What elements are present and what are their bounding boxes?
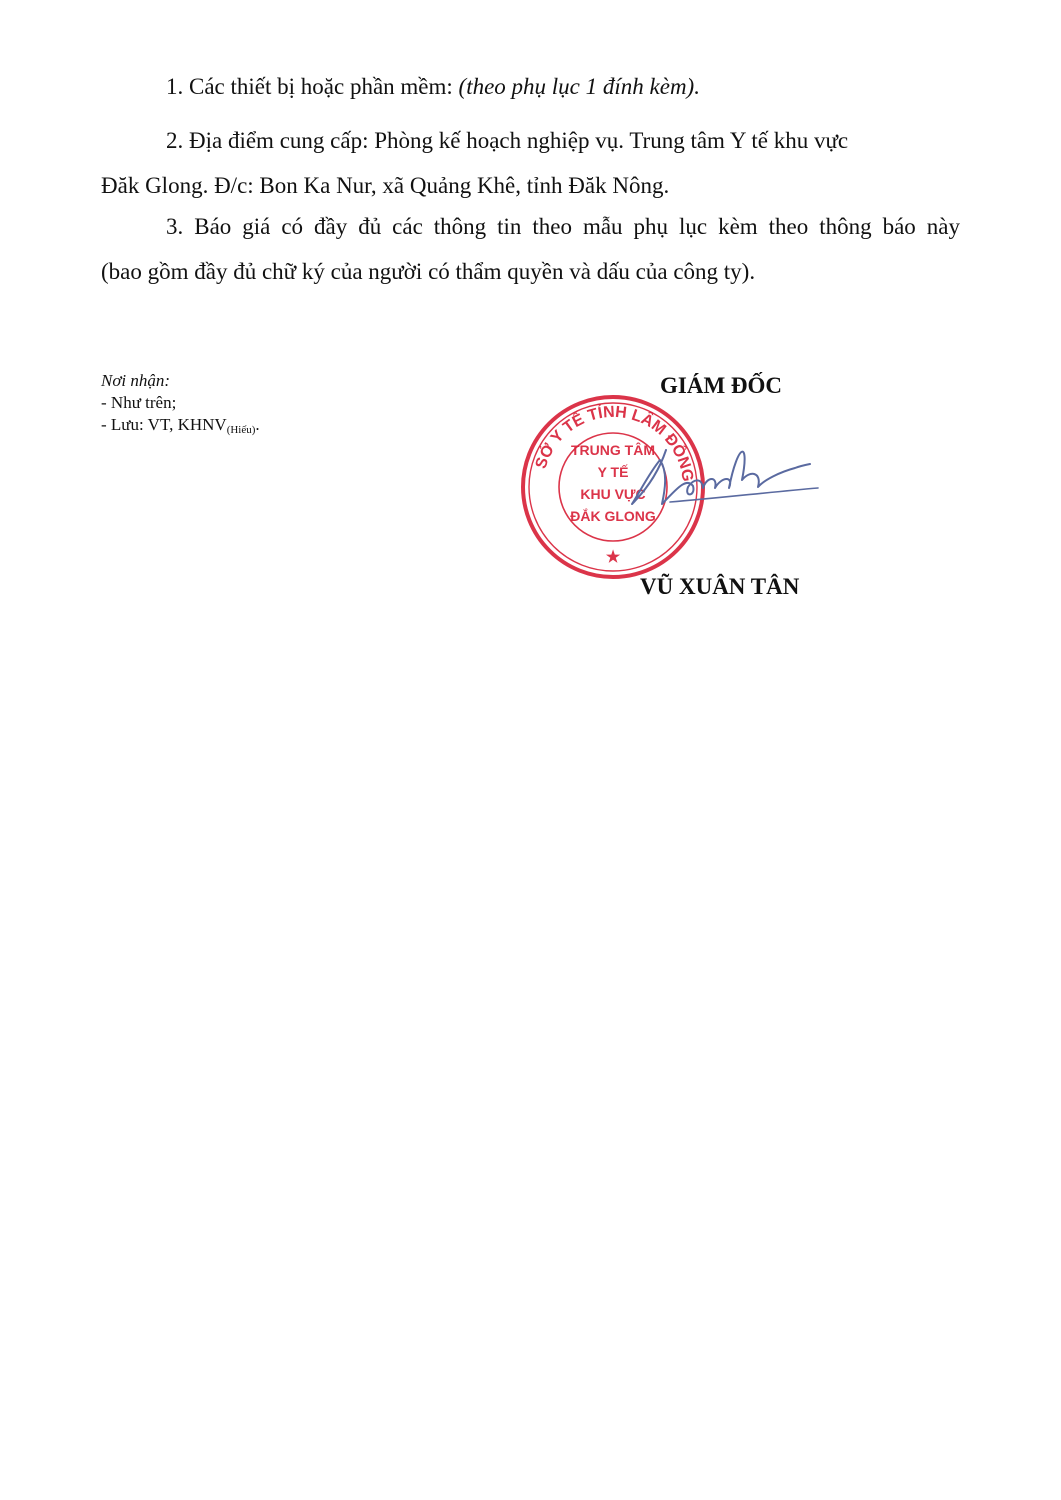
signer-position: GIÁM ĐỐC — [660, 373, 783, 398]
recipient-line-1: - Như trên; — [101, 393, 177, 412]
item-1-text: 1. Các thiết bị hoặc phần mềm: — [166, 74, 459, 99]
recipient-line-2-sub: (Hiếu) — [226, 424, 256, 436]
seal-center-line-4: ĐẮK GLONG — [570, 508, 656, 524]
seal-center-line-3: KHU VỰC — [580, 486, 646, 502]
item-1-note: (theo phụ lục 1 đính kèm). — [458, 74, 700, 99]
signer-name: VŨ XUÂN TÂN — [640, 574, 800, 599]
seal-ring-text: SỞ Y TẾ TỈNH LÂM ĐỒNG — [532, 403, 696, 483]
recipient-line-2-text: - Lưu: VT, KHNV — [101, 415, 227, 434]
seal-center-line-2: Y TẾ — [597, 464, 629, 480]
item-2-line-2: Đăk Glong. Đ/c: Bon Ka Nur, xã Quảng Khê, tỉnh Đăk Nông. — [101, 173, 670, 198]
handwritten-signature — [630, 432, 820, 522]
recipient-line-2-end: . — [255, 415, 260, 434]
recipients-block — [101, 370, 260, 441]
seal-star-icon: ★ — [605, 549, 621, 566]
item-3-line-1: 3. Báo giá có đầy đủ các thông tin theo mẫu phụ lục kèm theo thông báo này — [166, 214, 960, 239]
recipients-title: Nơi nhận: — [101, 371, 171, 390]
recipient-line-2 — [101, 414, 260, 441]
seal-center-line-1: TRUNG TÂM — [571, 442, 655, 458]
item-2-line-1: 2. Địa điểm cung cấp: Phòng kế hoạch nghiệp vụ. Trung tâm Y tế khu vực — [166, 128, 849, 153]
item-3-line-2: (bao gồm đầy đủ chữ ký của người có thẩm quyền và dấu của công ty). — [101, 259, 756, 284]
item-1 — [166, 72, 700, 102]
